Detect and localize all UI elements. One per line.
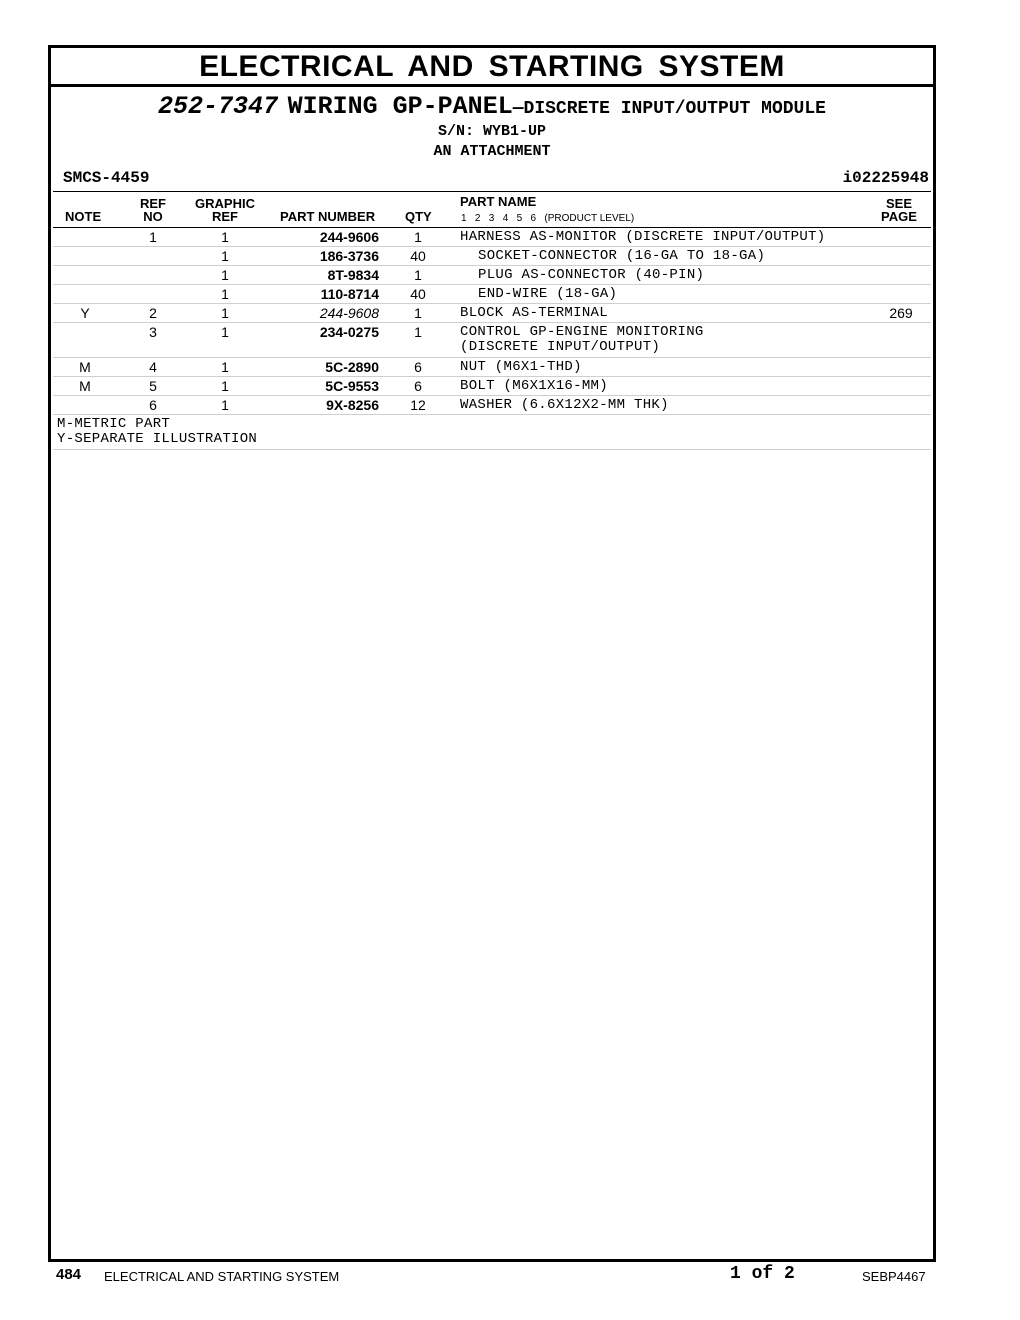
footer-page-number: 484 — [56, 1266, 82, 1283]
part-number-cell: 5C-2890 — [325, 359, 379, 375]
graphic-ref-cell: 1 — [221, 248, 229, 264]
ref-cell: 2 — [149, 305, 157, 321]
legend-separate-illustration: Y-SEPARATE ILLUSTRATION — [57, 431, 258, 447]
group-name: WIRING GP-PANEL — [287, 92, 513, 121]
qty-cell: 1 — [414, 229, 422, 245]
col-graphic-ref-line1: GRAPHIC — [195, 196, 255, 211]
table-row — [53, 285, 931, 304]
table-row — [53, 228, 931, 247]
table-row — [53, 358, 931, 377]
part-name-cell-line2: (DISCRETE INPUT/OUTPUT) — [460, 339, 661, 355]
qty-cell: 40 — [410, 286, 426, 302]
graphic-ref-cell: 1 — [221, 378, 229, 394]
col-note: NOTE — [65, 209, 102, 224]
legend-metric: M-METRIC PART — [57, 416, 171, 432]
part-name-cell: WASHER (6.6X12X2-MM THK) — [460, 397, 669, 413]
table-row — [53, 377, 931, 396]
graphic-ref-cell: 1 — [221, 359, 229, 375]
qty-cell: 1 — [414, 324, 422, 340]
graphic-ref-cell: 1 — [221, 267, 229, 283]
qty-cell: 40 — [410, 248, 426, 264]
parts-table — [53, 227, 931, 450]
qty-cell: 6 — [414, 359, 422, 375]
group-description: DISCRETE INPUT/OUTPUT MODULE — [523, 99, 826, 119]
part-number-cell: 110-8714 — [320, 286, 379, 302]
footer-section: ELECTRICAL AND STARTING SYSTEM — [104, 1269, 340, 1284]
qty-cell: 6 — [414, 378, 422, 394]
part-number-cell: 234-0275 — [319, 324, 379, 340]
ref-cell: 6 — [149, 397, 157, 413]
see-page-cell: 269 — [889, 305, 913, 321]
part-name-cell: NUT (M6X1-THD) — [460, 359, 582, 375]
part-number-cell: 8T-9834 — [327, 267, 379, 283]
part-number-cell: 244-9608 — [319, 305, 379, 321]
note-cell: M — [79, 359, 91, 375]
ref-cell: 4 — [149, 359, 157, 375]
col-ref-no-line1: REF — [140, 196, 166, 211]
col-product-level: 1 2 3 4 5 6 (PRODUCT LEVEL) — [461, 213, 635, 224]
graphic-ref-cell: 1 — [221, 229, 229, 245]
table-row — [53, 396, 931, 415]
part-number-cell: 5C-9553 — [325, 378, 379, 394]
smcs-code: SMCS-4459 — [63, 169, 150, 187]
section-title: ELECTRICAL AND STARTING SYSTEM — [51, 48, 933, 87]
part-name-cell: BLOCK AS-TERMINAL — [460, 305, 608, 321]
part-number-cell: 9X-8256 — [326, 397, 379, 413]
group-heading: 252-7347 WIRING GP-PANEL—DISCRETE INPUT/OUTPUT MODULE — [158, 92, 826, 121]
part-name-cell: CONTROL GP-ENGINE MONITORING — [460, 324, 704, 340]
col-see-page-line1: SEE — [885, 196, 912, 211]
image-id: i02225948 — [842, 169, 929, 187]
qty-cell: 1 — [414, 267, 422, 283]
table-row — [53, 323, 931, 358]
part-name-cell: PLUG AS-CONNECTOR (40-PIN) — [478, 267, 705, 283]
footer-publication: SEBP4467 — [862, 1269, 926, 1284]
table-row — [53, 247, 931, 266]
qty-cell: 1 — [414, 305, 422, 321]
part-name-cell: HARNESS AS-MONITOR (DISCRETE INPUT/OUTPUT) — [460, 229, 826, 245]
col-part-name: PART NAME — [460, 194, 537, 209]
notes-legend — [53, 415, 931, 450]
col-ref-no-line2: NO — [143, 209, 163, 224]
graphic-ref-cell: 1 — [221, 324, 229, 340]
part-name-cell: END-WIRE (18-GA) — [478, 286, 618, 302]
serial-number: S/N: WYB1-UP — [437, 123, 547, 140]
col-part-number: PART NUMBER — [280, 209, 376, 224]
graphic-ref-cell: 1 — [221, 397, 229, 413]
ref-cell: 5 — [149, 378, 157, 394]
footer-page-of: 1 of 2 — [730, 1264, 795, 1284]
part-number-cell: 186-3736 — [319, 248, 379, 264]
col-qty: QTY — [405, 209, 432, 224]
ref-cell: 1 — [149, 229, 157, 245]
table-row — [53, 266, 931, 285]
group-number: 252-7347 — [158, 92, 279, 121]
qty-cell: 12 — [410, 397, 426, 413]
col-graphic-ref-line2: REF — [212, 209, 238, 224]
note-cell: Y — [80, 305, 90, 321]
table-row — [53, 304, 931, 323]
note-cell: M — [79, 378, 91, 394]
attachment-label: AN ATTACHMENT — [433, 143, 551, 160]
header-rule — [53, 191, 931, 192]
col-see-page-line2: PAGE — [881, 209, 917, 224]
graphic-ref-cell: 1 — [221, 305, 229, 321]
graphic-ref-cell: 1 — [221, 286, 229, 302]
ref-cell: 3 — [149, 324, 157, 340]
part-name-cell: SOCKET-CONNECTOR (16-GA TO 18-GA) — [478, 248, 766, 264]
part-number-cell: 244-9606 — [319, 229, 379, 245]
parts-page-frame — [48, 45, 936, 1262]
part-name-cell: BOLT (M6X1X16-MM) — [460, 378, 608, 394]
